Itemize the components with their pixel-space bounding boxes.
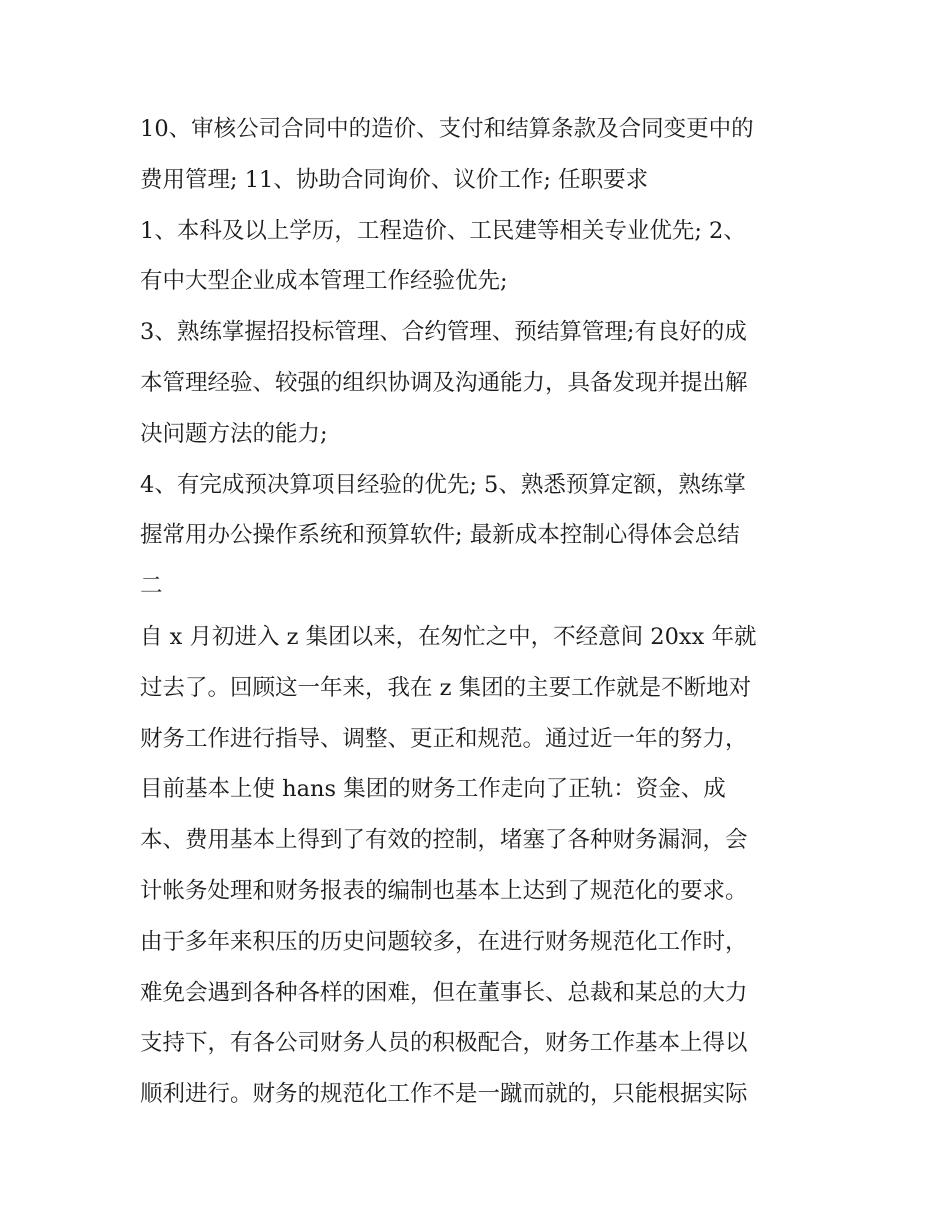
text-line: 计帐务处理和财务报表的编制也基本上达到了规范化的要求。 [140,877,748,904]
text-line: 自 x 月初进入 z 集团以来，在匆忙之中，不经意间 20xx 年就 [140,623,757,650]
text-line: 费用管理; 11、协助合同询价、议价工作; 任职要求 [140,166,649,193]
text-line: 顺利进行。财务的规范化工作不是一蹴而就的，只能根据实际 [140,1081,748,1108]
text-line: 由于多年来积压的历史问题较多，在进行财务规范化工作时， [140,928,748,955]
text-line: 1、本科及以上学历，工程造价、工民建等相关专业优先; 2、 [140,217,746,244]
text-line: 10、审核公司合同中的造价、支付和结算条款及合同变更中的 [140,116,754,142]
text-line: 难免会遇到各种各样的困难，但在董事长、总裁和某总的大力 [140,979,748,1006]
text-line: 过去了。回顾这一年来，我在 z 集团的主要工作就是不断地对 [140,674,752,701]
text-line: 有中大型企业成本管理工作经验优先; [140,268,508,295]
text-line: 4、有完成预决算项目经验的优先; 5、熟悉预算定额，熟练掌 [140,471,746,498]
text-line: 二 [140,573,163,600]
text-line: 财务工作进行指导、调整、更正和规范。通过近一年的努力， [140,725,748,752]
text-line: 3、熟练掌握招投标管理、合约管理、预结算管理;有良好的成 [140,319,747,346]
text-line: 握常用办公操作系统和预算软件; 最新成本控制心得体会总结 [140,522,740,549]
body-text [140,104,830,1120]
text-line: 支持下，有各公司财务人员的积极配合，财务工作基本上得以 [140,1030,748,1057]
text-line: 本、费用基本上得到了有效的控制，堵塞了各种财务漏洞，会 [140,827,748,854]
text-line: 本管理经验、较强的组织协调及沟通能力，具备发现并提出解 [140,369,748,396]
text-line: 决问题方法的能力; [140,420,328,447]
text-line: 目前基本上使 hans 集团的财务工作走向了正轨：资金、成 [140,776,726,803]
